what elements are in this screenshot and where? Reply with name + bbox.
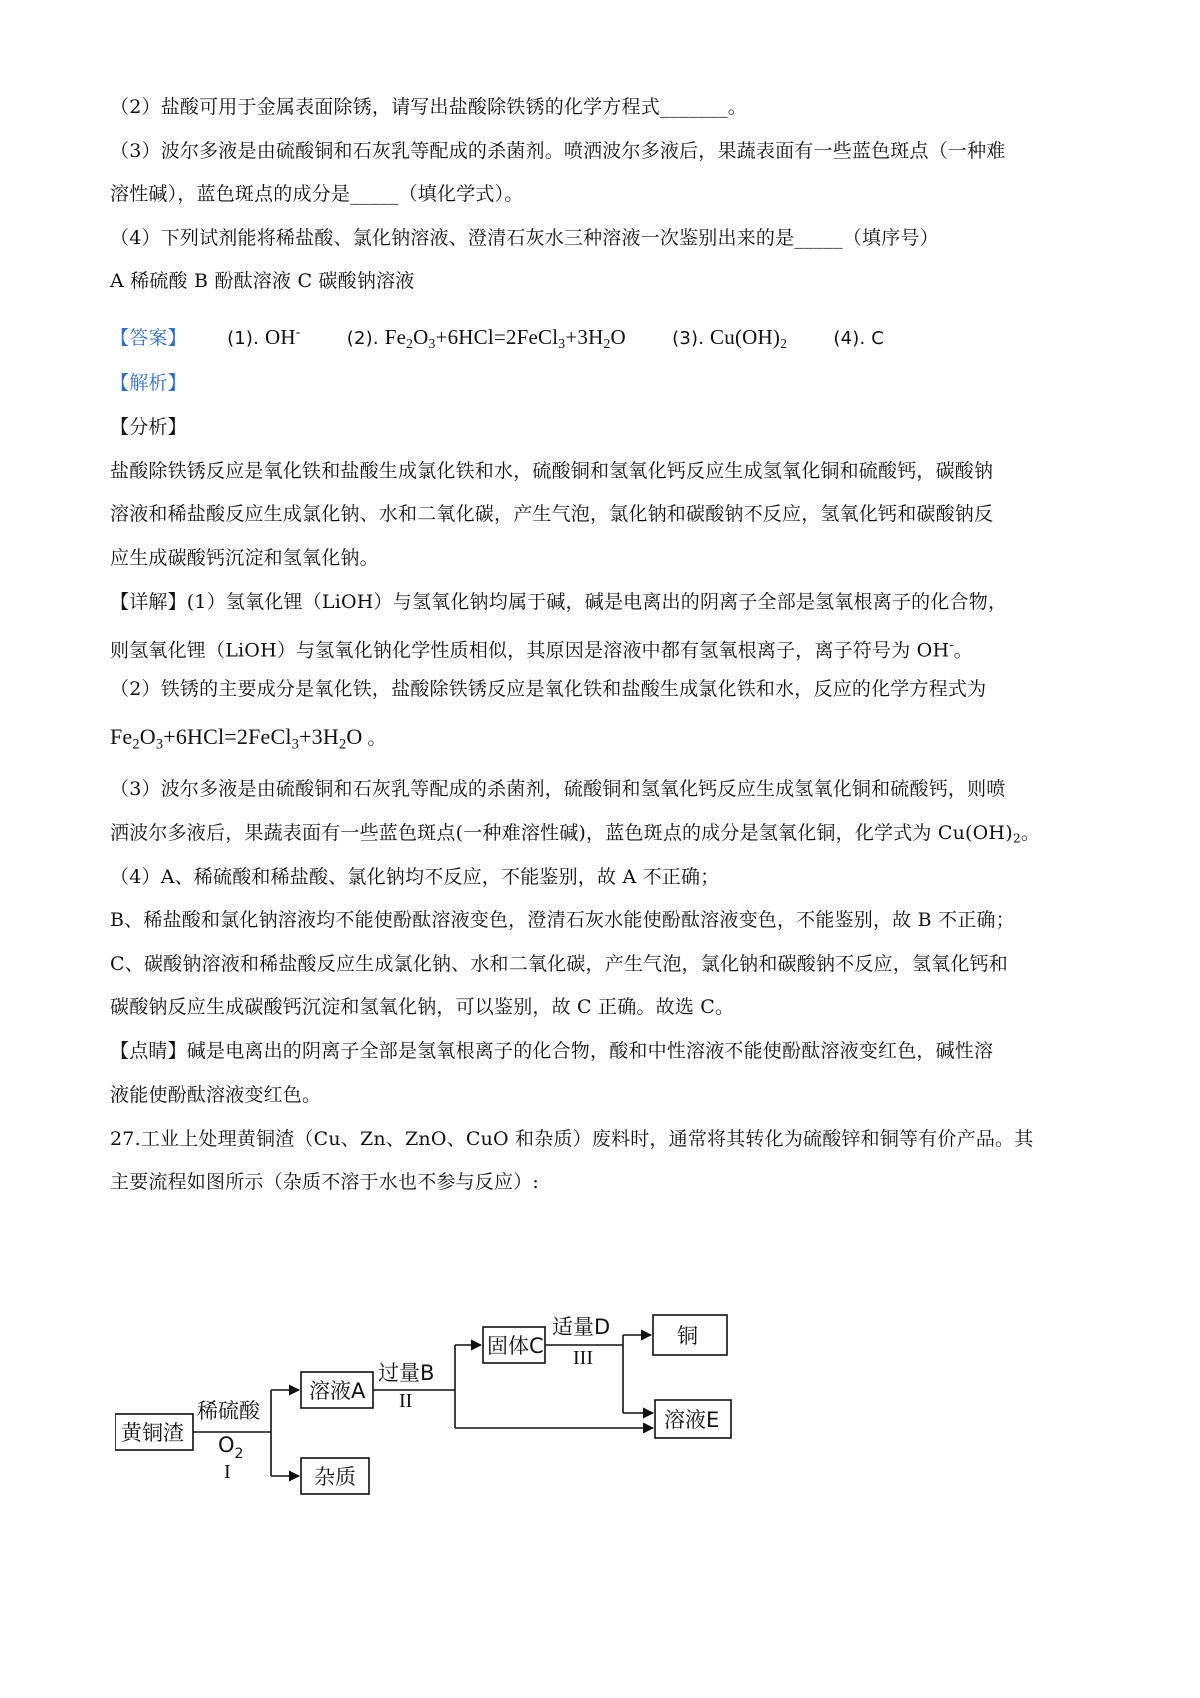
analysis-text-line2: 溶液和稀盐酸反应生成氯化钠、水和二氧化碳，产生气泡，氯化钠和碳酸钠不反应，氢氧化钙和碳酸钠反 <box>110 503 994 525</box>
label-solution-e: 溶液E <box>664 1408 720 1432</box>
note-line1: 【点睛】碱是电离出的阴离子全部是氢氧根离子的化合物，酸和中性溶液不能使酚酞溶液变红色，碱性溶 <box>110 1040 994 1062</box>
detail-3-line2: 洒波尔多液后，果蔬表面有一些蓝色斑点(一种难溶性碱)，蓝色斑点的成分是氢氧化铜，化学式为 $Cu(OH)_2$。 <box>110 822 1041 846</box>
label-reagent-2: 过量B <box>378 1361 435 1385</box>
detail-2-equation: $Fe_2O_3+6HCl=2FeCl_3+3H_2O$ 。 <box>110 724 387 753</box>
analysis-text-line3: 应生成碳酸钙沉淀和氢氧化钠。 <box>110 547 379 569</box>
label-start: 黄铜渣 <box>121 1421 184 1445</box>
answer-2: (2). $Fe_2O_3+6HCl=2FeCl_3+3H_2O$ <box>346 325 626 352</box>
question-27-line2: 主要流程如图所示（杂质不溶于水也不参与反应）: <box>110 1171 540 1193</box>
answer-1: (1). OH- <box>227 324 301 350</box>
detail-1-line2: 则氢氧化锂（LiOH）与氢氧化钠化学性质相似，其原因是溶液中都有氢氧根离子，离子符号为 OH-。 <box>110 638 973 662</box>
question-2-text: （2）盐酸可用于金属表面除锈，请写出盐酸除铁锈的化学方程式_______。 <box>110 96 747 118</box>
label-step-2: II <box>399 1390 413 1412</box>
answer-1-formula: OH- <box>265 324 301 350</box>
question-4-text: （4）下列试剂能将稀盐酸、氯化钠溶液、澄清石灰水三种溶液一次鉴别出来的是_____（填序号） <box>110 227 939 249</box>
label-reagent-3: 适量D <box>552 1315 611 1339</box>
detail-4-line3: C、碳酸钠溶液和稀盐酸反应生成氯化钠、水和二氧化碳，产生气泡，氯化钠和碳酸钠不反应，氢氧化钙和 <box>110 953 1008 975</box>
label-solid-c: 固体C <box>487 1334 544 1358</box>
analysis-label: 【解析】 <box>110 372 187 394</box>
label-step-3: III <box>573 1347 593 1369</box>
detail-4-line2: B、稀盐酸和氯化钠溶液均不能使酚酞溶液变色，澄清石灰水能使酚酞溶液变色，不能鉴别，故 B 不正确； <box>110 909 1015 931</box>
question-27-line1: 27.工业上处理黄铜渣（Cu、Zn、ZnO、CuO 和杂质）废料时，通常将其转化为硫酸锌和铜等有价产品。其 <box>110 1128 1034 1150</box>
detail-4-line1: （4）A、稀硫酸和稀盐酸、氯化钠均不反应，不能鉴别，故 A 不正确； <box>110 866 720 888</box>
detail-3-line1: （3）波尔多液是由硫酸铜和石灰乳等配成的杀菌剂，硫酸铜和氢氧化钙反应生成氢氧化铜和硫酸钙，则喷 <box>110 778 1006 800</box>
detail-2-line1: （2）铁锈的主要成分是氧化铁，盐酸除铁锈反应是氧化铁和盐酸生成氯化铁和水，反应的化学方程式为 <box>110 678 987 700</box>
process-flow-diagram <box>115 1310 815 1530</box>
answer-label: 【答案】 <box>110 327 187 350</box>
answer-4: (4). C <box>833 328 885 350</box>
label-step-1: I <box>224 1461 231 1483</box>
label-solution-a: 溶液A <box>309 1379 366 1403</box>
answer-3: (3). $Cu(OH)_2$ <box>672 325 788 352</box>
note-line2: 液能使酚酞溶液变红色。 <box>110 1084 322 1106</box>
label-o2: $O_2$ <box>218 1433 244 1462</box>
answer-2-equation: $Fe_2O_3+6HCl=2FeCl_3+3H_2O$ <box>384 325 626 352</box>
fenxi-label: 【分析】 <box>110 416 187 438</box>
label-reagent-1: 稀硫酸 <box>197 1399 260 1423</box>
detail-4-line4: 碳酸钠反应生成碳酸钙沉淀和氢氧化钠，可以鉴别，故 C 正确。故选 C。 <box>110 996 735 1018</box>
question-3-text-line2: 溶性碱），蓝色斑点的成分是_____（填化学式）。 <box>110 183 524 205</box>
label-copper: 铜 <box>677 1324 698 1348</box>
question-4-options: A 稀硫酸 B 酚酞溶液 C 碳酸钠溶液 <box>110 270 415 292</box>
question-3-text-line1: （3）波尔多液是由硫酸铜和石灰乳等配成的杀菌剂。喷洒波尔多液后，果蔬表面有一些蓝色斑点（一种难 <box>110 140 1006 162</box>
detail-1-line1: 【详解】(1）氢氧化锂（LiOH）与氢氧化钠均属于碱，碱是电离出的阴离子全部是氢氧根离子的化合物， <box>110 591 1008 613</box>
answer-3-formula: $Cu(OH)_2$ <box>710 325 788 352</box>
analysis-text-line1: 盐酸除铁锈反应是氧化铁和盐酸生成氯化铁和水，硫酸铜和氢氧化钙反应生成氢氧化铜和硫酸钙，碳酸钠 <box>110 460 994 482</box>
answer-row <box>110 319 1100 357</box>
label-impurity: 杂质 <box>314 1465 356 1489</box>
